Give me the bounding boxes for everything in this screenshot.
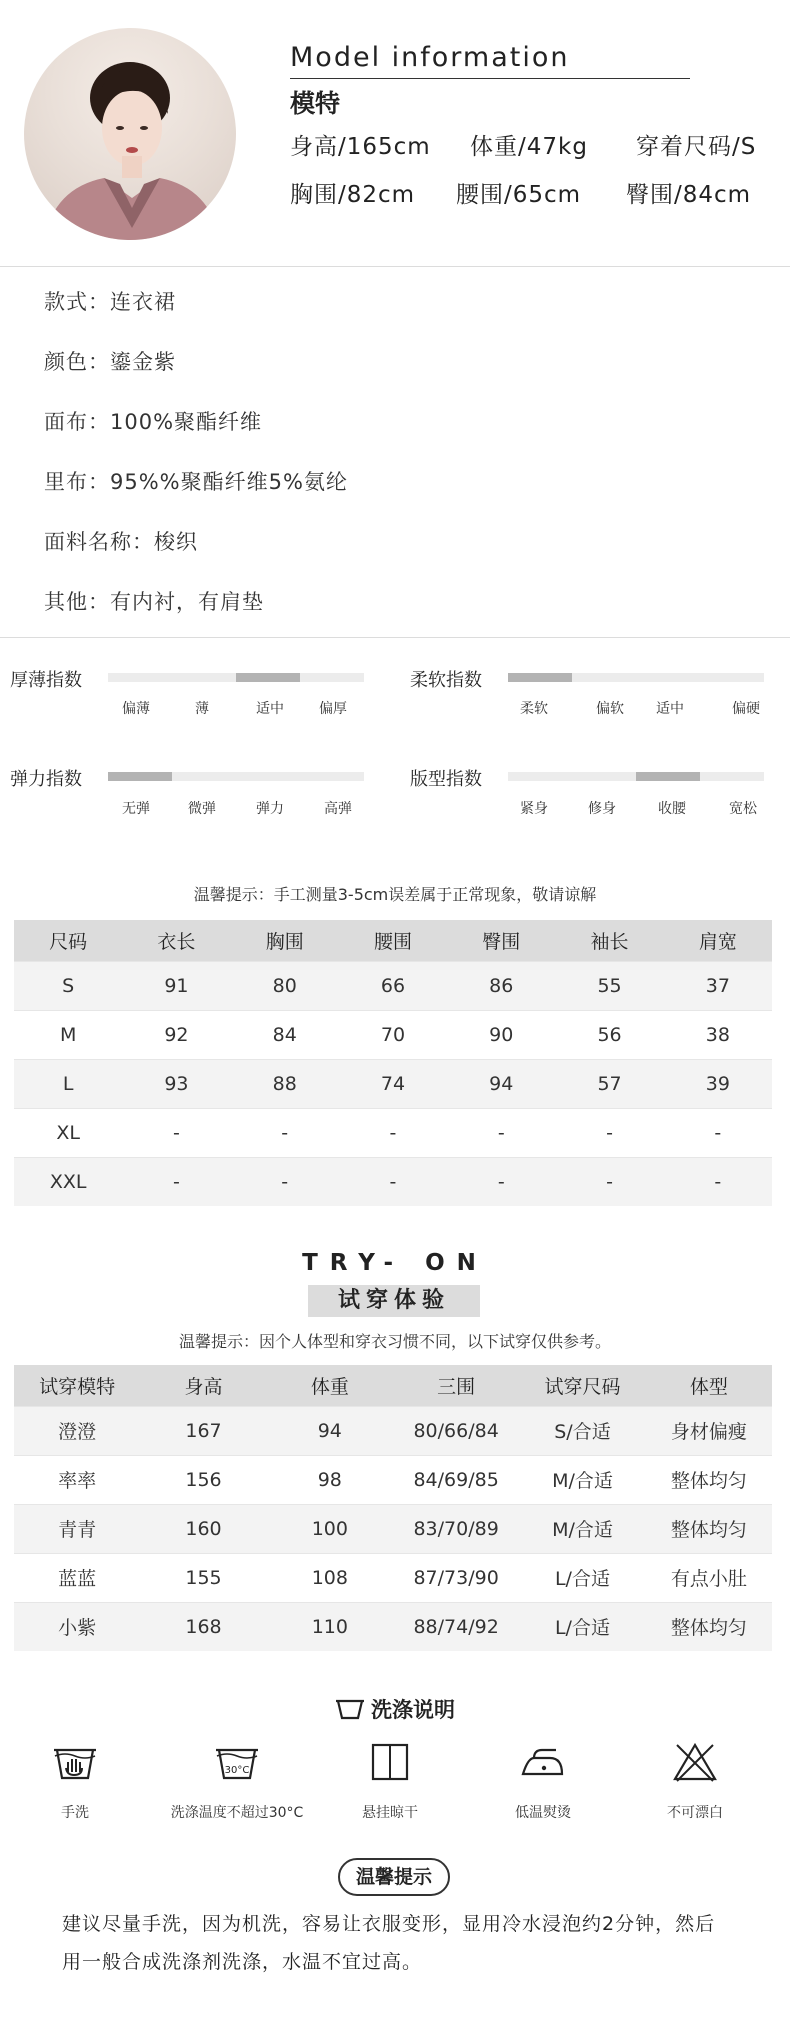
tryon-title-cn: 试穿体验 [308, 1285, 480, 1317]
table-cell: 80 [231, 961, 339, 1010]
table-header-cell: 肩宽 [664, 920, 772, 961]
table-header-row [14, 920, 772, 961]
index-track [108, 673, 364, 682]
table-header-cell: 尺码 [14, 920, 122, 961]
table-cell: 74 [339, 1059, 447, 1108]
table-cell: 有点小肚 [646, 1553, 772, 1602]
no-bleach-icon [620, 1740, 770, 1784]
index-track [108, 772, 364, 781]
table-header-cell: 腰围 [339, 920, 447, 961]
table-header-cell: 袖长 [555, 920, 663, 961]
table-row [14, 1157, 772, 1206]
index-label: 柔软指数 [410, 670, 482, 691]
index-option: 偏硬 [732, 701, 760, 717]
table-cell: 率率 [14, 1455, 140, 1504]
table-cell: 168 [140, 1602, 266, 1651]
table-row [14, 1010, 772, 1059]
table-cell: 澄澄 [14, 1406, 140, 1455]
wash-label: 洗涤温度不超过30°C [170, 1805, 304, 1821]
table-row [14, 1059, 772, 1108]
table-cell: 160 [140, 1504, 266, 1553]
table-cell: 青青 [14, 1504, 140, 1553]
table-cell: 155 [140, 1553, 266, 1602]
wash-item-low-iron [468, 1740, 618, 1822]
wash-title [0, 1694, 790, 1724]
basin-icon [335, 1698, 365, 1720]
table-cell: 小紫 [14, 1602, 140, 1651]
table-cell: - [339, 1157, 447, 1206]
wash-label: 低温熨烫 [515, 1805, 571, 1821]
table-cell: 100 [267, 1504, 393, 1553]
table-header-cell: 衣长 [122, 920, 230, 961]
table-row [14, 1406, 772, 1455]
title-rule [290, 78, 690, 79]
index-option: 无弹 [122, 801, 150, 817]
table-cell: 110 [267, 1602, 393, 1651]
hand-wash-icon [0, 1740, 150, 1784]
model-stats-row-2 [290, 176, 751, 209]
index-option: 偏厚 [319, 701, 347, 717]
model-bust: 胸围/82cm [290, 182, 416, 208]
table-cell: 88 [231, 1059, 339, 1108]
table-cell: 70 [339, 1010, 447, 1059]
index-option: 弹力 [256, 801, 284, 817]
table-cell: 167 [140, 1406, 266, 1455]
table-cell: M/合适 [519, 1504, 645, 1553]
table-cell: - [664, 1157, 772, 1206]
table-cell: 整体均匀 [646, 1504, 772, 1553]
table-cell: - [339, 1108, 447, 1157]
tryon-hint: 温馨提示：因个人体型和穿衣习惯不同，以下试穿仅供参考。 [178, 1332, 611, 1351]
table-cell: - [447, 1108, 555, 1157]
index-option: 紧身 [520, 801, 548, 817]
index-label: 版型指数 [410, 769, 482, 790]
wash-item-hang-dry [315, 1740, 465, 1822]
table-cell: 整体均匀 [646, 1455, 772, 1504]
table-cell: 37 [664, 961, 772, 1010]
size-table [14, 920, 772, 1206]
table-header-row [14, 1365, 772, 1406]
tryon-table [14, 1365, 772, 1651]
index-option: 适中 [656, 701, 684, 717]
model-stats-row-1 [290, 128, 756, 161]
index-option: 薄 [195, 701, 209, 717]
model-weight: 体重/47kg [470, 134, 588, 160]
table-cell: - [122, 1108, 230, 1157]
index-label: 弹力指数 [10, 769, 82, 790]
attr-style: 款式：连衣裙 [44, 290, 176, 314]
index-label: 厚薄指数 [10, 670, 82, 691]
table-cell: 57 [555, 1059, 663, 1108]
table-cell: 94 [267, 1406, 393, 1455]
attr-other: 其他：有内衬，有肩垫 [44, 590, 264, 614]
model-size: 穿着尺码/S [636, 134, 757, 160]
table-cell: 93 [122, 1059, 230, 1108]
table-cell: - [555, 1108, 663, 1157]
table-cell: - [664, 1108, 772, 1157]
table-header-cell: 体型 [646, 1365, 772, 1406]
attr-fabric-name: 面料名称：梭织 [44, 530, 198, 554]
wash-title-text: 洗涤说明 [371, 1698, 455, 1722]
wash-label: 不可漂白 [667, 1805, 723, 1821]
index-option: 适中 [256, 701, 284, 717]
table-cell: XXL [14, 1157, 122, 1206]
model-avatar [24, 28, 236, 240]
model-hip: 臀围/84cm [626, 182, 752, 208]
table-cell: 84 [231, 1010, 339, 1059]
wash-30-icon [162, 1740, 312, 1784]
table-cell: 87/73/90 [393, 1553, 519, 1602]
table-row [14, 1108, 772, 1157]
table-cell: 83/70/89 [393, 1504, 519, 1553]
table-row [14, 961, 772, 1010]
table-cell: 39 [664, 1059, 772, 1108]
index-fill [236, 673, 300, 682]
index-track [508, 673, 764, 682]
table-header-cell: 试穿模特 [14, 1365, 140, 1406]
attr-color: 颜色：鎏金紫 [44, 350, 176, 374]
table-cell: - [122, 1157, 230, 1206]
wash-temp-text: 30°C [224, 1765, 250, 1776]
table-cell: - [231, 1157, 339, 1206]
table-header-cell: 体重 [267, 1365, 393, 1406]
table-cell: 92 [122, 1010, 230, 1059]
table-header-cell: 身高 [140, 1365, 266, 1406]
table-cell: 94 [447, 1059, 555, 1108]
table-cell: 66 [339, 961, 447, 1010]
table-cell: S/合适 [519, 1406, 645, 1455]
tip-title-pill: 温馨提示 [338, 1858, 450, 1896]
table-cell: 56 [555, 1010, 663, 1059]
table-cell: 108 [267, 1553, 393, 1602]
index-option: 偏软 [596, 701, 624, 717]
table-cell: 55 [555, 961, 663, 1010]
table-cell: 91 [122, 961, 230, 1010]
table-header-cell: 胸围 [231, 920, 339, 961]
index-fill [636, 772, 700, 781]
table-cell: 38 [664, 1010, 772, 1059]
index-option: 修身 [588, 801, 616, 817]
index-option: 宽松 [729, 801, 757, 817]
table-row [14, 1504, 772, 1553]
model-title-en: Model information [290, 42, 570, 73]
table-cell: 90 [447, 1010, 555, 1059]
index-option: 收腰 [658, 801, 686, 817]
index-fill [508, 673, 572, 682]
attr-lining: 里布：95%%聚酯纤维5%氨纶 [44, 470, 348, 494]
table-header-cell: 试穿尺码 [519, 1365, 645, 1406]
attr-fabric: 面布：100%聚酯纤维 [44, 410, 263, 434]
table-row [14, 1455, 772, 1504]
table-cell: 88/74/92 [393, 1602, 519, 1651]
table-cell: 84/69/85 [393, 1455, 519, 1504]
table-cell: 80/66/84 [393, 1406, 519, 1455]
model-waist: 腰围/65cm [456, 182, 582, 208]
table-cell: 86 [447, 961, 555, 1010]
table-cell: 156 [140, 1455, 266, 1504]
table-cell: - [231, 1108, 339, 1157]
table-row [14, 1553, 772, 1602]
table-cell: 蓝蓝 [14, 1553, 140, 1602]
index-option: 微弹 [188, 801, 216, 817]
table-row [14, 1602, 772, 1651]
model-title-cn: 模特 [290, 89, 341, 118]
model-height: 身高/165cm [290, 134, 431, 160]
table-cell: L [14, 1059, 122, 1108]
table-cell: L/合适 [519, 1553, 645, 1602]
model-info-section [0, 0, 790, 266]
table-header-cell: 臀围 [447, 920, 555, 961]
table-cell: M [14, 1010, 122, 1059]
size-hint: 温馨提示：手工测量3-5cm误差属于正常现象，敬请谅解 [193, 885, 597, 904]
table-cell: L/合适 [519, 1602, 645, 1651]
hang-dry-icon [315, 1740, 465, 1784]
wash-label: 手洗 [61, 1805, 89, 1821]
tip-line-1: 建议尽量手洗，因为机洗，容易让衣服变形，显用冷水浸泡约2分钟，然后 [62, 1913, 716, 1935]
index-fill [108, 772, 172, 781]
index-option: 高弹 [324, 801, 352, 817]
wash-item-hand-wash [0, 1740, 150, 1822]
divider [0, 637, 790, 638]
table-cell: M/合适 [519, 1455, 645, 1504]
wash-item-30-degree [162, 1740, 312, 1822]
index-option: 偏薄 [122, 701, 150, 717]
wash-label: 悬挂晾干 [362, 1805, 418, 1821]
table-cell: 身材偏瘦 [646, 1406, 772, 1455]
table-cell: - [447, 1157, 555, 1206]
table-cell: - [555, 1157, 663, 1206]
low-iron-icon [468, 1740, 618, 1784]
wash-item-no-bleach [620, 1740, 770, 1822]
table-cell: XL [14, 1108, 122, 1157]
table-cell: 98 [267, 1455, 393, 1504]
table-header-cell: 三围 [393, 1365, 519, 1406]
divider [0, 266, 790, 267]
table-cell: S [14, 961, 122, 1010]
index-option: 柔软 [520, 701, 548, 717]
table-cell: 整体均匀 [646, 1602, 772, 1651]
tip-line-2: 用一般合成洗涤剂洗涤，水温不宜过高。 [62, 1951, 423, 1973]
tryon-title-en: TRY- ON [302, 1250, 488, 1276]
index-track [508, 772, 764, 781]
